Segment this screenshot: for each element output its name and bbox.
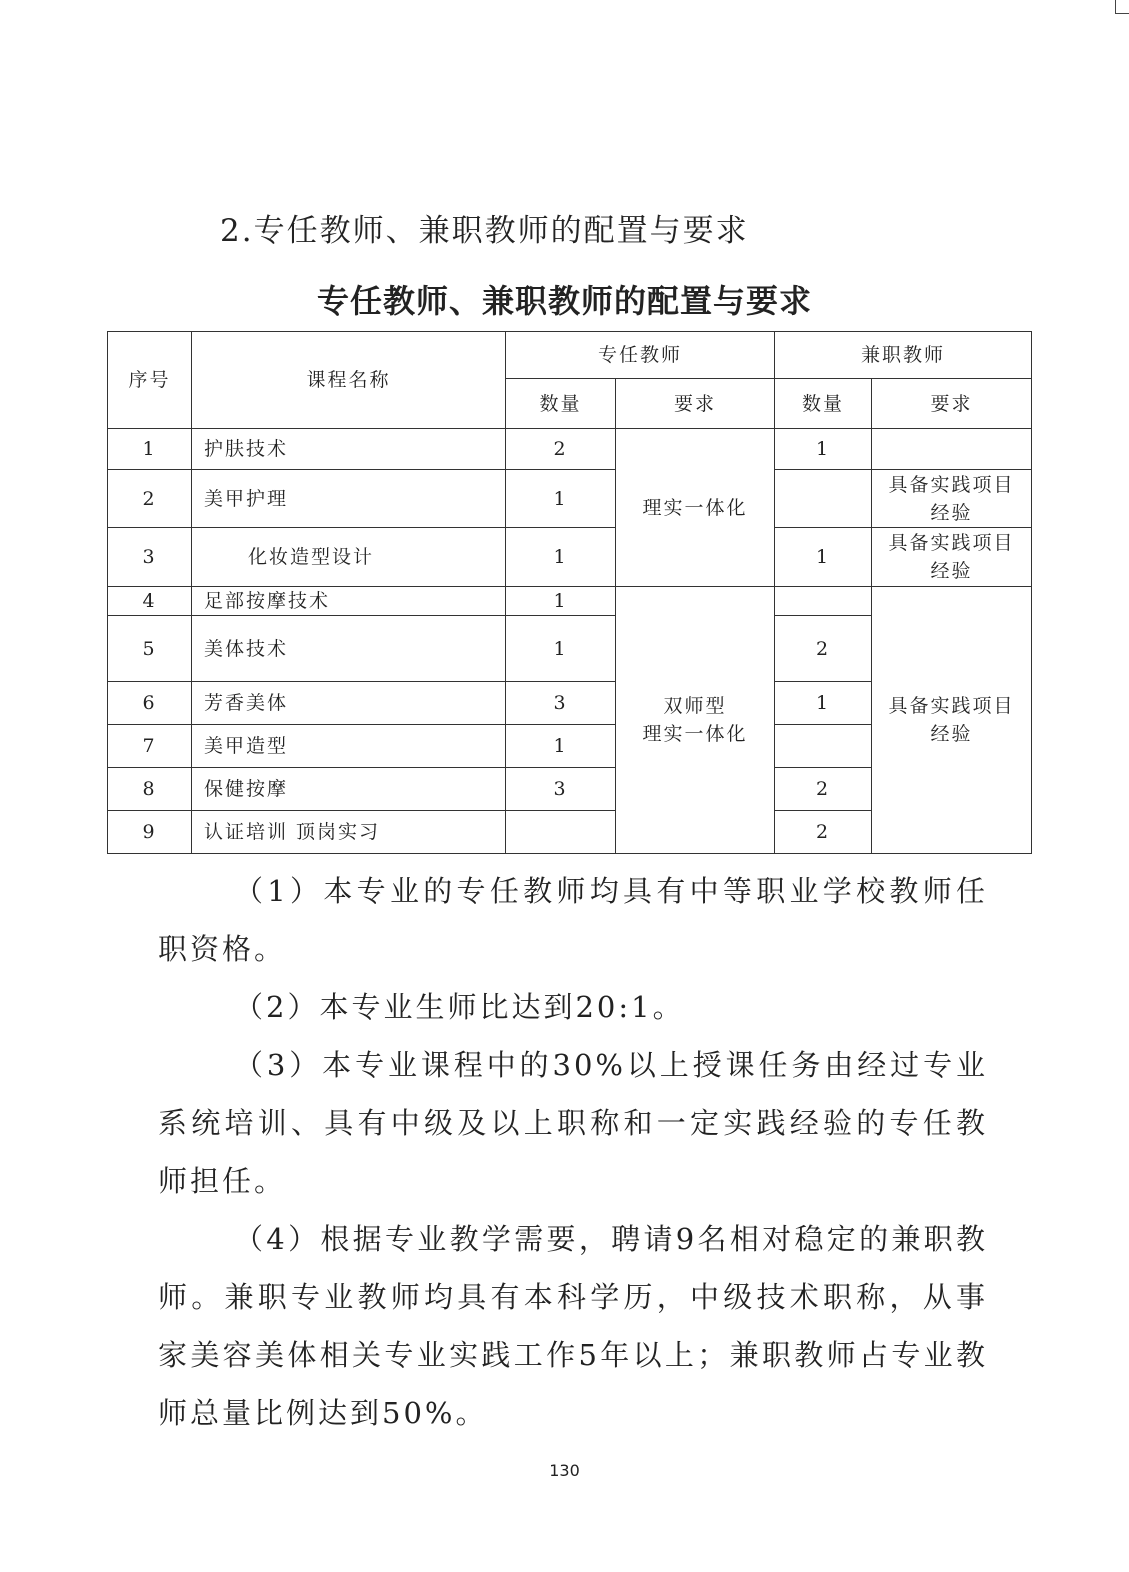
row-ft-quantity: 1 [506, 725, 616, 768]
paragraph-1: （1）本专业的专任教师均具有中等职业学校教师任职资格。 [158, 874, 988, 966]
row-index: 8 [108, 768, 192, 811]
row-course: 护肤技术 [192, 429, 506, 470]
paragraph-3: （3）本专业课程中的30%以上授课任务由经过专业系统培训、具有中级及以上职称和一定实践经验的专任教师担任。 [158, 1048, 988, 1198]
header-ft-requirement: 要求 [616, 379, 775, 429]
row-ft-quantity: 1 [506, 470, 616, 528]
pt-requirement-group [872, 587, 1032, 854]
row-index: 3 [108, 528, 192, 587]
paragraph-4: （4）根据专业教学需要，聘请9名相对稳定的兼职教师。兼职专业教师均具有本科学历，中级技术职称，从事家美容美体相关专业实践工作5年以上；兼职教师占专业教师总量比例达到50%。 [158, 1222, 988, 1430]
row-pt-quantity: 2 [775, 616, 872, 682]
row-ft-quantity: 1 [506, 616, 616, 682]
row-ft-quantity: 1 [506, 587, 616, 616]
header-pt-requirement: 要求 [872, 379, 1032, 429]
crop-mark [1115, 0, 1129, 14]
header-parttime: 兼职教师 [775, 332, 1032, 379]
pt-requirement-line: 具备实践项目 [888, 695, 1015, 717]
row-course: 化妆造型设计 [192, 528, 506, 587]
row-pt-quantity [775, 470, 872, 528]
row-ft-quantity: 3 [506, 682, 616, 725]
row-pt-quantity: 1 [775, 429, 872, 470]
table-row [108, 429, 1032, 470]
page-number: 130 [549, 1461, 580, 1480]
pt-requirement-line: 经验 [930, 560, 973, 582]
row-course: 美甲造型 [192, 725, 506, 768]
table-title: 专任教师、兼职教师的配置与要求 [316, 282, 812, 320]
row-pt-quantity: 1 [775, 682, 872, 725]
row-ft-quantity: 3 [506, 768, 616, 811]
ft-requirement-group-2 [616, 587, 775, 854]
header-fulltime: 专任教师 [506, 332, 775, 379]
paragraph-2: （2）本专业生师比达到20:1。 [234, 990, 685, 1024]
section-heading: 2.专任教师、兼职教师的配置与要求 [220, 213, 749, 249]
row-pt-quantity: 1 [775, 528, 872, 587]
pt-requirement-line: 具备实践项目 [888, 473, 1015, 496]
row-ft-quantity [506, 811, 616, 854]
header-ft-quantity: 数量 [506, 379, 616, 429]
ft-requirement-group-1: 理实一体化 [616, 429, 775, 587]
ft-requirement-line: 理实一体化 [642, 723, 748, 745]
table-row [108, 528, 1032, 587]
header-pt-quantity: 数量 [775, 379, 872, 429]
row-course: 足部按摩技术 [192, 587, 506, 616]
header-index: 序号 [108, 332, 192, 429]
pt-requirement-line: 经验 [930, 501, 973, 524]
row-course: 芳香美体 [192, 682, 506, 725]
row-index: 5 [108, 616, 192, 682]
row-pt-requirement [872, 429, 1032, 470]
row-index: 9 [108, 811, 192, 854]
row-index: 2 [108, 470, 192, 528]
header-course: 课程名称 [192, 332, 506, 429]
row-pt-requirement [872, 528, 1032, 587]
row-course: 认证培训 顶岗实习 [192, 811, 506, 854]
teacher-config-table [107, 331, 1032, 854]
row-pt-quantity: 2 [775, 811, 872, 854]
row-index: 4 [108, 587, 192, 616]
row-course: 美体技术 [192, 616, 506, 682]
row-ft-quantity: 2 [506, 429, 616, 470]
pt-requirement-line: 经验 [930, 723, 973, 745]
row-course: 保健按摩 [192, 768, 506, 811]
row-index: 1 [108, 429, 192, 470]
row-index: 6 [108, 682, 192, 725]
row-pt-quantity [775, 587, 872, 616]
row-ft-quantity: 1 [506, 528, 616, 587]
row-pt-quantity: 2 [775, 768, 872, 811]
table-row [108, 587, 1032, 616]
row-course: 美甲护理 [192, 470, 506, 528]
row-index: 7 [108, 725, 192, 768]
row-pt-quantity [775, 725, 872, 768]
row-pt-requirement [872, 470, 1032, 528]
pt-requirement-line: 具备实践项目 [888, 532, 1015, 554]
table-row [108, 470, 1032, 528]
ft-requirement-line: 双师型 [663, 695, 727, 717]
